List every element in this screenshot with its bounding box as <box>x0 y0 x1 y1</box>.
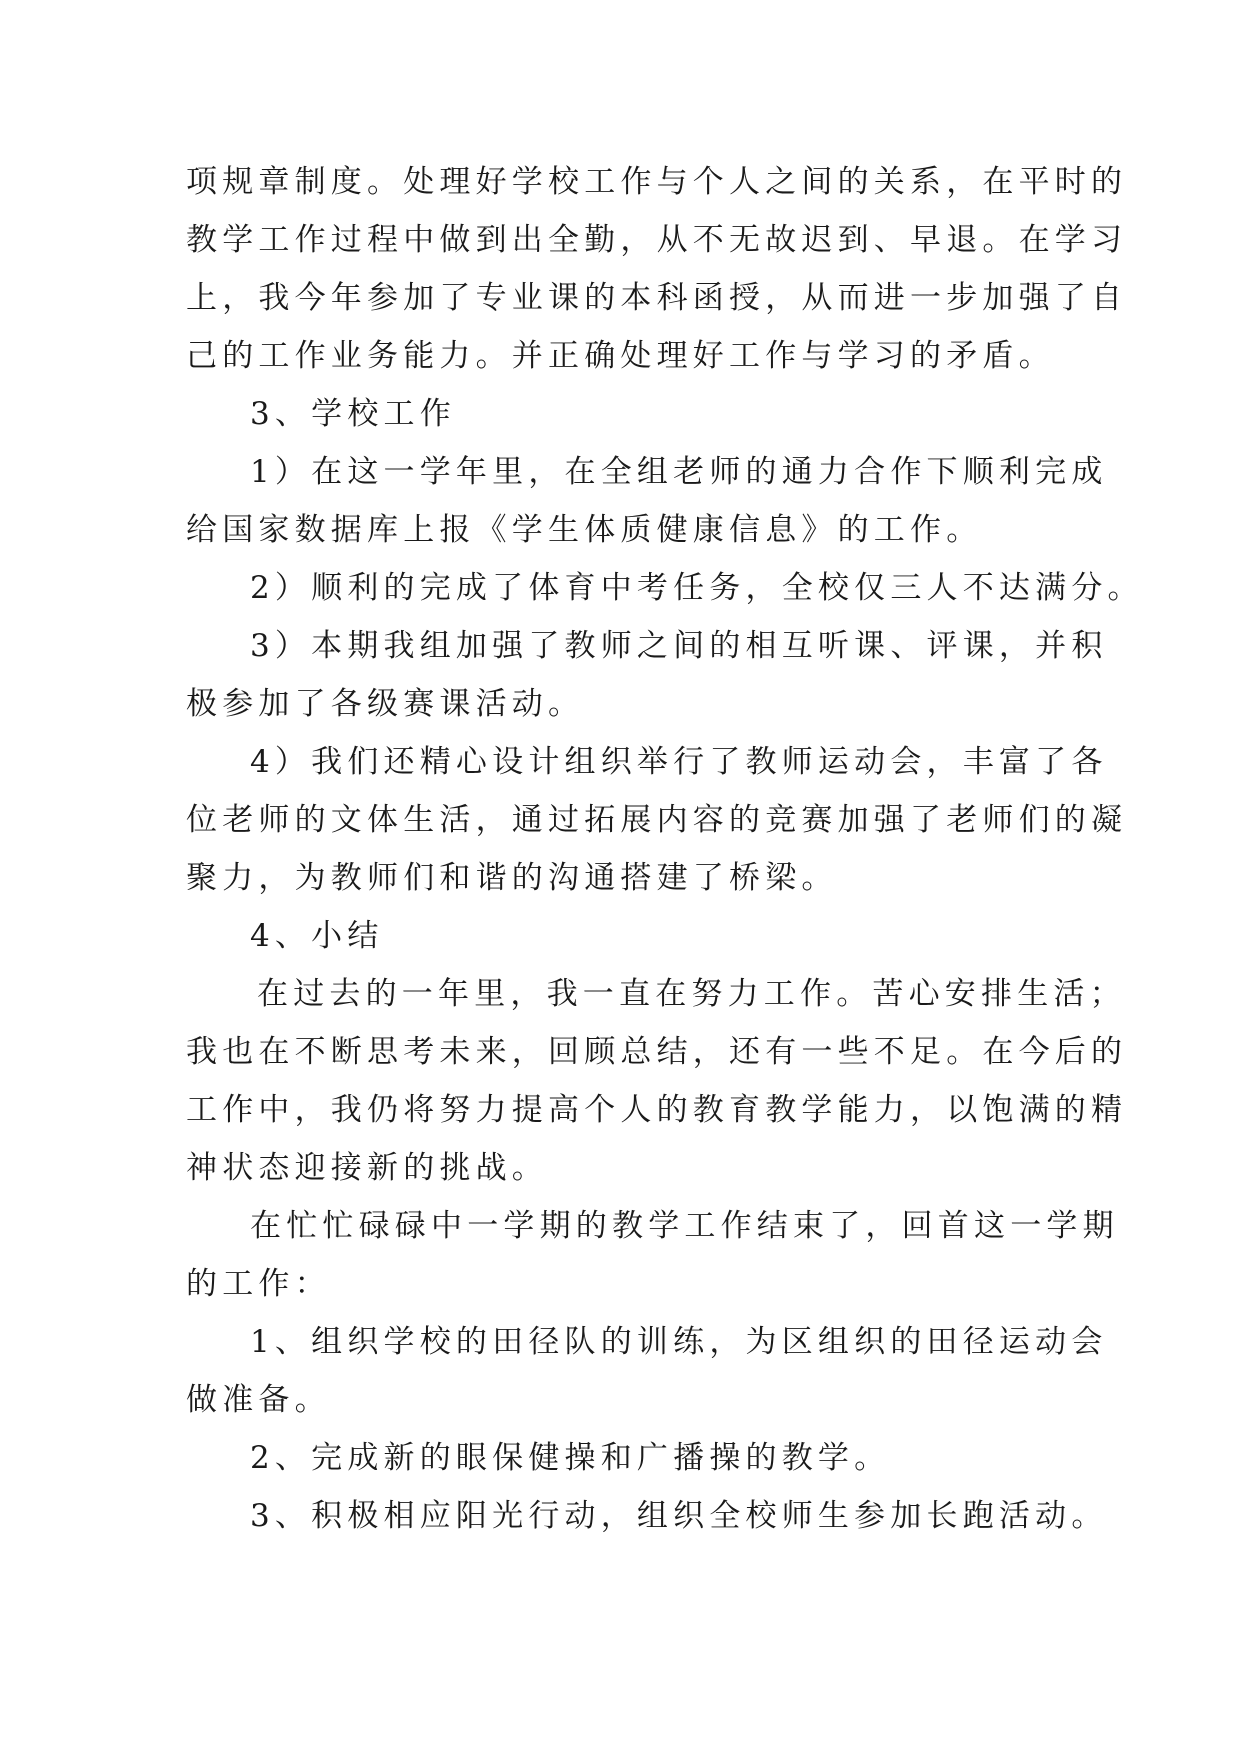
text-line: 位老师的文体生活，通过拓展内容的竞赛加强了老师们的凝 <box>186 802 1128 838</box>
list-item: 1、组织学校的田径队的训练，为区组织的田径运动会 <box>250 1324 1108 1360</box>
text-line: 项规章制度。处理好学校工作与个人之间的关系，在平时的 <box>186 164 1128 200</box>
list-item: 3、积极相应阳光行动，组织全校师生参加长跑活动。 <box>250 1498 1108 1534</box>
text-line: 在忙忙碌碌中一学期的教学工作结束了，回首这一学期 <box>250 1208 1119 1244</box>
text-line: 的工作： <box>186 1266 331 1302</box>
text-line: 3）本期我组加强了教师之间的相互听课、评课，并积 <box>250 628 1108 664</box>
section-heading: 3、学校工作 <box>250 396 456 432</box>
text-line: 4）我们还精心设计组织举行了教师运动会，丰富了各 <box>250 744 1108 780</box>
text-line: 上，我今年参加了专业课的本科函授，从而进一步加强了自 <box>186 280 1128 316</box>
text-line: 极参加了各级赛课活动。 <box>186 686 585 722</box>
text-line: 给国家数据库上报《学生体质健康信息》的工作。 <box>186 512 983 548</box>
list-item: 2、完成新的眼保健操和广播操的教学。 <box>250 1440 891 1476</box>
text-line: 我也在不断思考未来，回顾总结，还有一些不足。在今后的 <box>186 1034 1128 1070</box>
text-line: 教学工作过程中做到出全勤，从不无故迟到、早退。在学习 <box>186 222 1128 258</box>
section-heading: 4、小结 <box>250 918 384 954</box>
text-line: 聚力，为教师们和谐的沟通搭建了桥梁。 <box>186 860 838 896</box>
text-line: 神状态迎接新的挑战。 <box>186 1150 548 1186</box>
text-line: 在过去的一年里，我一直在努力工作。苦心安排生活； <box>257 976 1126 1012</box>
text-line: 2）顺利的完成了体育中考任务，全校仅三人不达满分。 <box>250 570 1144 606</box>
text-line: 1）在这一学年里，在全组老师的通力合作下顺利完成 <box>250 454 1108 490</box>
text-line: 工作中，我仍将努力提高个人的教育教学能力，以饱满的精 <box>186 1092 1128 1128</box>
text-line: 做准备。 <box>186 1382 331 1418</box>
text-line: 己的工作业务能力。并正确处理好工作与学习的矛盾。 <box>186 338 1055 374</box>
